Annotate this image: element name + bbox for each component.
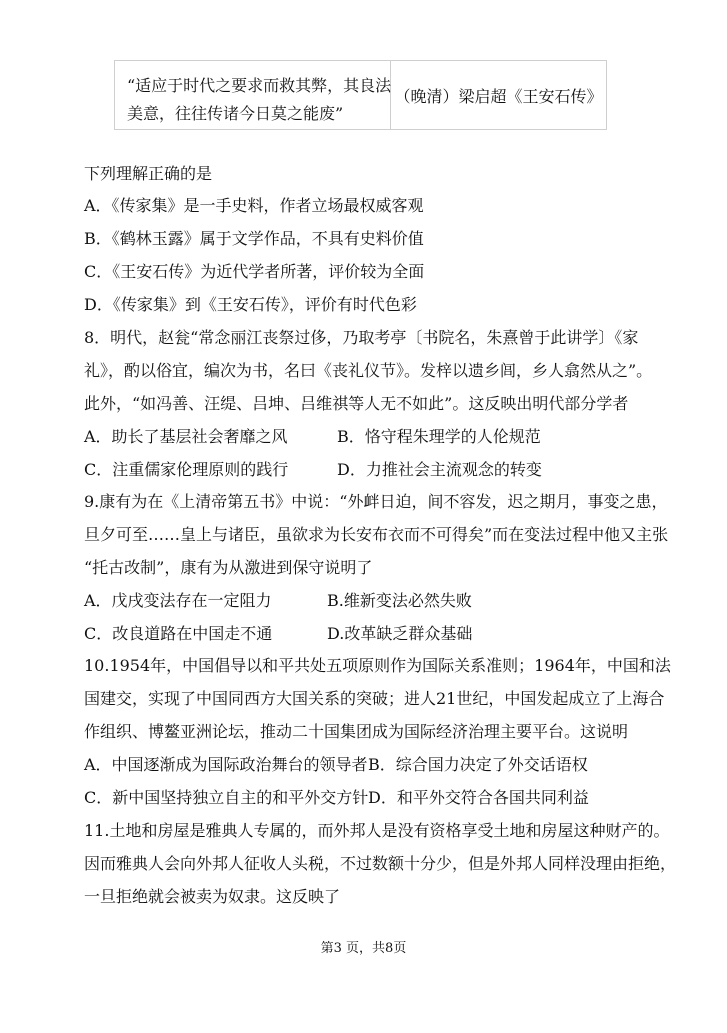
q7-option-c: C．《王安石传》为近代学者所著，评价较为全面 <box>84 262 425 281</box>
quote-table <box>114 60 607 130</box>
q10-option-b: B．综合国力决定了外交话语权 <box>368 755 588 774</box>
q10-option-d: D．和平外交符合各国共同利益 <box>368 788 589 807</box>
q10-line-3: 作组织、博鳌亚洲论坛，推动二十国集团成为国际经济治理主要平台。这说明 <box>84 722 629 741</box>
source-cell: （晚清）梁启超《王安石传》 <box>394 86 603 106</box>
page-number: 第3 页，共8页 <box>320 941 407 956</box>
q10-line-2: 国建交，实现了中国同西方大国关系的突破；进人21世纪，中国发起成立了上海合 <box>84 689 665 708</box>
q8-line-2: 礼》，酌以俗宜，编次为书，名曰《丧礼仪节》。发梓以遗乡闾，乡人翕然从之”。 <box>84 361 653 380</box>
q8-line-1: 8．明代，赵瓮“常念丽江丧祭过侈，乃取考亭〔书院名，朱熹曾于此讲学〕《家 <box>84 328 639 347</box>
q9-line-1: 9.康有为在《上清帝第五书》中说：“外衅日迫，间不容发，迟之期月，事变之患， <box>84 492 668 511</box>
q9-option-b: B.维新变法必然失败 <box>327 591 472 610</box>
q8-option-b: B．恪守程朱理学的人伦规范 <box>337 427 541 446</box>
q11-line-1: 11.土地和房屋是雅典人专属的，而外邦人是没有资格享受土地和房屋这种财产的。 <box>84 821 670 840</box>
q8-option-d: D．力推社会主流观念的转变 <box>337 460 542 479</box>
q7-option-a: A．《传家集》是一手史料，作者立场最权威客观 <box>84 196 424 215</box>
q7-option-b: B．《鹤林玉露》属于文学作品，不具有史料价值 <box>84 229 424 248</box>
q7-option-d: D．《传家集》到《王安石传》，评价有时代色彩 <box>84 295 417 314</box>
q9-option-c: C．改良道路在中国走不通 <box>84 624 273 643</box>
q11-line-2: 因而雅典人会向外邦人征收人头税，不过数额十分少，但是外邦人同样没理由拒绝， <box>84 854 677 873</box>
q9-option-d: D.改革缺乏群众基础 <box>327 624 473 643</box>
q11-line-3: 一旦拒绝就会被卖为奴隶。这反映了 <box>84 887 341 906</box>
q9-option-a: A．戊戌变法存在一定阻力 <box>84 591 272 610</box>
q10-option-c: C．新中国坚持独立自主的和平外交方针 <box>84 788 369 807</box>
q10-option-a: A．中国逐渐成为国际政治舞台的领导者 <box>84 755 368 774</box>
q8-line-3: 此外，“如冯善、汪缇、吕坤、吕维祺等人无不如此”。这反映出明代部分学者 <box>84 394 629 413</box>
quote-line-1: “适应于时代之要求而救其弊，其良法 <box>127 76 392 95</box>
q10-line-1: 10.1954年，中国倡导以和平共处五项原则作为国际关系准则；1964年，中国和法 <box>84 656 671 675</box>
q8-option-a: A．助长了基层社会奢靡之风 <box>84 427 288 446</box>
quote-cell <box>115 61 391 129</box>
q9-line-3: “托古改制”，康有为从激进到保守说明了 <box>84 558 373 577</box>
q7-stem: 下列理解正确的是 <box>84 164 213 183</box>
q9-line-2: 旦夕可至……皇上与诸臣，虽欲求为长安布衣而不可得矣”而在变法过程中他又主张 <box>84 525 669 544</box>
quote-line-2: 美意，往往传诸今日莫之能废” <box>127 104 344 123</box>
q8-option-c: C．注重儒家伦理原则的践行 <box>84 460 289 479</box>
